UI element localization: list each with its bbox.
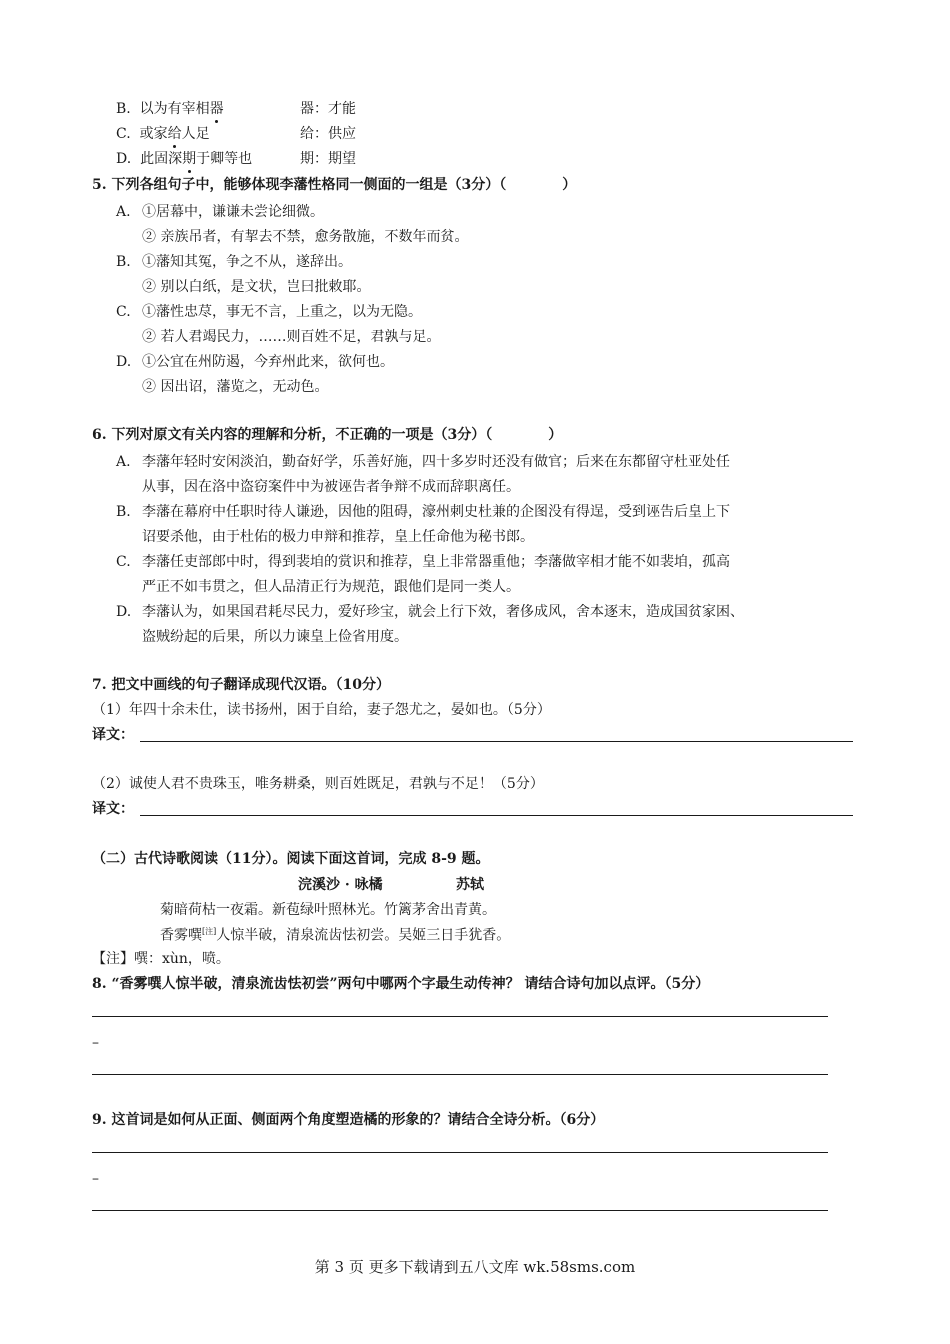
poem-section-title: （二）古代诗歌阅读（11分）。阅读下面这首词，完成 8-9 题。 — [92, 851, 490, 867]
q5-option-a-line1: ①居幕中，谦谦未尝论细微。 — [142, 204, 324, 220]
q5-option-c-line1: ①藩性忠荩，事无不言，上重之，以为无隐。 — [142, 304, 422, 320]
q5-option-a-label: A. — [116, 204, 131, 220]
q6-option-a-line1: 李藩年轻时安闲淡泊，勤奋好学，乐善好施，四十多岁时还没有做官；后来在东都留守杜亚处任 — [142, 454, 730, 470]
q6-option-d-line2: 盗贼纷起的后果，所以力谏皇上俭省用度。 — [142, 629, 408, 645]
q9-dash: – — [92, 1171, 99, 1187]
q5-option-c-label: C. — [116, 304, 131, 320]
q6-option-b-label: B. — [116, 504, 131, 520]
q7-sentence-1: （1）年四十余未仕，读书扬州，困于自给，妻子怨尤之，晏如也。（5分） — [92, 702, 551, 718]
q5-option-d-line2: ② 因出诏，藩览之，无动色。 — [142, 379, 329, 395]
q8-answer-line-2[interactable] — [92, 1074, 828, 1075]
q9-answer-line-1[interactable] — [92, 1152, 828, 1153]
q4-option-c-def: 给：供应 — [300, 126, 356, 142]
q4-option-d: D. 此固深期于卿等也 — [116, 151, 253, 167]
q7-answer-label-1: 译文： — [92, 727, 134, 743]
q8-dash: – — [92, 1035, 99, 1051]
poem-author: 苏轼 — [456, 877, 484, 893]
q7-sentence-2: （2）诚使人君不贵珠玉，唯务耕桑，则百姓既足，君孰与不足！（5分） — [92, 776, 544, 792]
q6-option-a-line2: 从事，因在洛中盗窃案件中为被诬告者争辩不成而辞职离任。 — [142, 479, 520, 495]
q5-option-d-line1: ①公宜在州防遏，今弃州此来，欲何也。 — [142, 354, 394, 370]
q7-answer-line-2[interactable] — [140, 815, 853, 816]
q5-option-a-line2: ② 亲族吊者，有挈去不禁，愈务散施，不数年而贫。 — [142, 229, 469, 245]
q6-option-b-line2: 诏要杀他，由于杜佑的极力申辩和推荐，皇上任命他为秘书郎。 — [142, 529, 534, 545]
q8-title: 8. “香雾噀人惊半破，清泉流齿怯初尝”两句中哪两个字最生动传神？ 请结合诗句加以点评。（5分） — [92, 976, 710, 992]
poem-footnote-marker: [注] — [202, 927, 217, 936]
q7-answer-line-1[interactable] — [140, 741, 853, 742]
q5-option-b-line1: ①藩知其冤，争之不从，遂辞出。 — [142, 254, 352, 270]
q5-option-b-line2: ② 别以白纸，是文状，岂曰批敕耶。 — [142, 279, 371, 295]
poem-title: 浣溪沙 · 咏橘 — [298, 877, 383, 893]
poem-line-1: 菊暗荷枯一夜霜。新苞绿叶照林光。竹篱茅舍出青黄。 — [160, 902, 496, 918]
q6-title: 6. 下列对原文有关内容的理解和分析，不正确的一项是（3分）（ ） — [92, 427, 563, 443]
q4-option-c: C. 或家给人足 — [116, 126, 210, 142]
q6-option-d-label: D. — [116, 604, 132, 620]
poem-line-2: 香雾噀[注]人惊半破，清泉流齿怯初尝。吴姬三日手犹香。 — [160, 927, 511, 944]
q7-title: 7. 把文中画线的句子翻译成现代汉语。（10分） — [92, 677, 390, 693]
q5-option-d-label: D. — [116, 354, 132, 370]
q8-answer-line-1[interactable] — [92, 1016, 828, 1017]
q5-option-b-label: B. — [116, 254, 131, 270]
q4-option-d-def: 期：期望 — [300, 151, 356, 167]
q6-option-d-line1: 李藩认为，如果国君耗尽民力，爱好珍宝，就会上行下效，奢侈成风，舍本逐末，造成国贫家困、 — [142, 604, 744, 620]
q9-answer-line-2[interactable] — [92, 1210, 828, 1211]
q5-option-c-line2: ② 若人君竭民力，……则百姓不足，君孰与足。 — [142, 329, 441, 345]
q4-option-b: B. 以为有宰相器 — [116, 101, 224, 117]
poem-note: 【注】噀：xùn，喷。 — [92, 951, 230, 967]
q6-option-b-line1: 李藩在幕府中任职时待人谦逊，因他的阻碍，濠州刺史杜兼的企图没有得逞，受到诬告后皇上下 — [142, 504, 730, 520]
q9-title: 9. 这首词是如何从正面、侧面两个角度塑造橘的形象的？请结合全诗分析。（6分） — [92, 1112, 605, 1128]
q5-title: 5. 下列各组句子中，能够体现李藩性格同一侧面的一组是（3分）（ ） — [92, 177, 577, 193]
q6-option-a-label: A. — [116, 454, 131, 470]
page-footer: 第 3 页 更多下载请到五八文库 wk.58sms.com — [314, 1258, 636, 1276]
q6-option-c-line2: 严正不如韦贯之，但人品清正行为规范，跟他们是同一类人。 — [142, 579, 520, 595]
q6-option-c-label: C. — [116, 554, 131, 570]
q4-option-b-def: 器：才能 — [300, 101, 356, 117]
q7-answer-label-2: 译文： — [92, 801, 134, 817]
q6-option-c-line1: 李藩任吏部郎中时，得到裴垍的赏识和推荐，皇上非常器重他；李藩做宰相才能不如裴垍，孤高 — [142, 554, 730, 570]
